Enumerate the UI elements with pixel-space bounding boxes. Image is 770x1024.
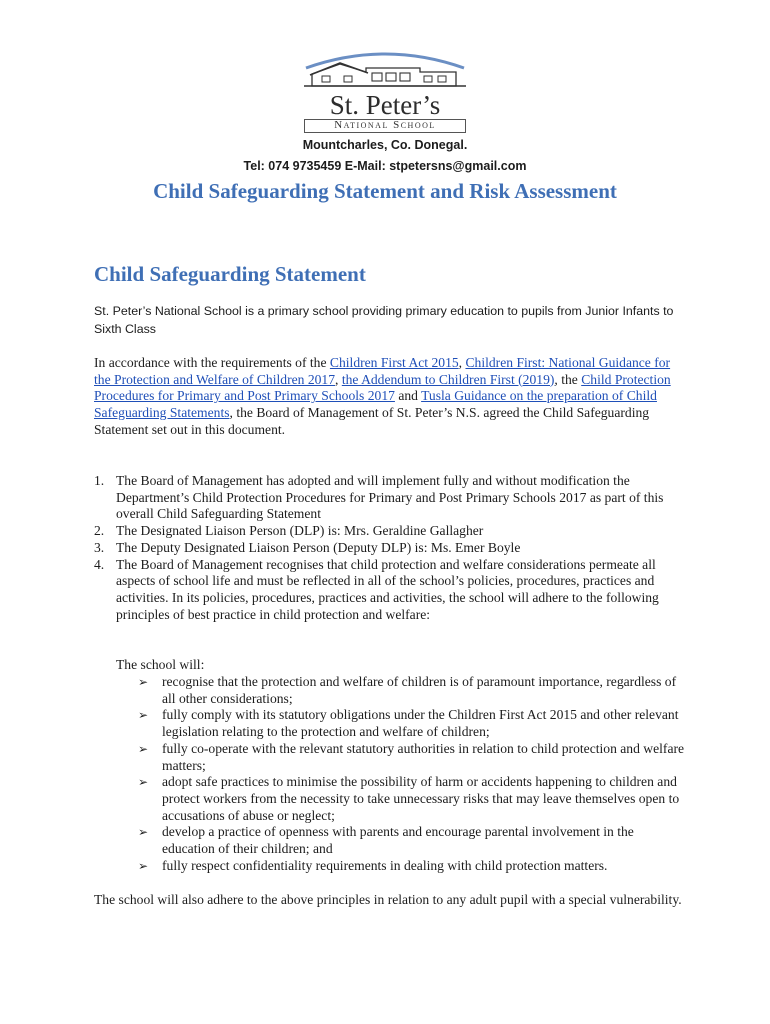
list-item-text: fully respect confidentiality requirements in dealing with child protection matters. — [162, 857, 608, 873]
list-number: 2. — [94, 523, 105, 539]
list-item — [116, 824, 686, 857]
list-number: 3. — [94, 539, 105, 555]
list-item-text: fully comply with its statutory obligations under the Children First Act 2015 and other relevant legislation relating to the protection and welfare of children; — [162, 707, 679, 740]
list-item — [116, 707, 686, 740]
link-addendum[interactable]: the Addendum to Children First (2019) — [341, 371, 555, 387]
school-address: Mountcharles, Co. Donegal. — [302, 138, 468, 152]
link-tusla-guidance[interactable]: Tusla Guidance on the preparation of Child Safeguarding Statements — [94, 388, 657, 421]
list-item-text: develop a practice of openness with parents and encourage parental involvement in the education of their children; and — [162, 824, 634, 857]
school-logo — [300, 46, 470, 136]
arrow-bullet-icon: ➢ — [138, 775, 149, 790]
list-item-text: adopt safe practices to minimise the possibility of harm or accidents happening to children and protect workers from the necessity to take unnecessary risks that may leave themselves open to accusations of abuse or neglect; — [162, 774, 680, 823]
list-item-text: The Board of Management recognises that child protection and welfare considerations permeate all aspects of school life and must be reflected in all of the school’s policies, procedures, practices and activities. In its policies, procedures, practices and activities, the school will adhere to the following principles of best practice in child protection and welfare: — [116, 556, 659, 622]
arrow-bullet-icon: ➢ — [138, 741, 149, 756]
arrow-bullet-icon: ➢ — [138, 858, 149, 873]
numbered-list — [94, 473, 684, 623]
list-item-text: recognise that the protection and welfare of children is of paramount importance, regardless of all other considerations; — [162, 674, 677, 706]
para-text: , — [458, 355, 466, 370]
para-text: In accordance with the requirements of the — [94, 355, 330, 370]
list-item — [94, 523, 684, 540]
list-item-text: The Designated Liaison Person (DLP) is: Mrs. Geraldine Gallagher — [116, 523, 484, 539]
link-children-first-act[interactable]: Children First Act 2015 — [329, 355, 459, 370]
list-number: 1. — [94, 473, 105, 488]
para-text: , the Board of Management of St. Peter’s N.S. agreed the Child Safeguarding Statement set out in this document. — [94, 405, 650, 437]
list-item — [94, 557, 684, 624]
intro-paragraph: St. Peter’s National School is a primary school providing primary education to pupils from Junior Infants to Sixth Class — [94, 304, 674, 336]
para-text: , — [335, 371, 342, 387]
list-item — [116, 741, 686, 774]
closing-paragraph: The school will also adhere to the above principles in relation to any adult pupil with a special vulnerability. — [94, 892, 682, 907]
school-will-list — [116, 674, 686, 874]
arrow-bullet-icon: ➢ — [138, 675, 149, 689]
link-national-guidance[interactable]: Children First: National Guidance for the Protection and Welfare of Children 2017 — [94, 355, 671, 387]
list-number: 4. — [94, 556, 105, 572]
list-item — [116, 858, 686, 875]
list-item — [94, 540, 684, 557]
list-item-text: fully co-operate with the relevant statutory authorities in relation to child protection and welfare matters; — [162, 740, 685, 773]
link-child-protection-procedures[interactable]: Child Protection Procedures for Primary and Post Primary Schools 2017 — [94, 371, 671, 404]
arrow-bullet-icon: ➢ — [138, 708, 149, 723]
school-will-heading: The school will: — [116, 657, 205, 672]
list-item-text: The Board of Management has adopted and will implement fully and without modification the Department’s Child Protection Procedures for Primary and Post Primary Schools 2017 as part of this overall Child Safeguarding Statement — [116, 473, 664, 522]
arrow-bullet-icon: ➢ — [138, 825, 149, 840]
accordance-paragraph — [94, 355, 684, 439]
section-title: Child Safeguarding Statement — [94, 262, 366, 286]
school-contact: Tel: 074 9735459 E-Mail: stpetersns@gmail.com — [243, 159, 527, 173]
list-item-text: The Deputy Designated Liaison Person (Deputy DLP) is: Ms. Emer Boyle — [116, 539, 521, 555]
logo-school-name: St. Peter’s — [329, 90, 441, 120]
document-title: Child Safeguarding Statement and Risk Assessment — [153, 179, 617, 203]
para-text: , the — [554, 371, 582, 387]
school-building-icon — [300, 46, 470, 90]
list-item — [116, 774, 686, 824]
list-item — [116, 674, 686, 707]
para-text: and — [394, 388, 422, 404]
list-item — [94, 473, 684, 523]
logo-school-type: National School — [304, 119, 466, 133]
